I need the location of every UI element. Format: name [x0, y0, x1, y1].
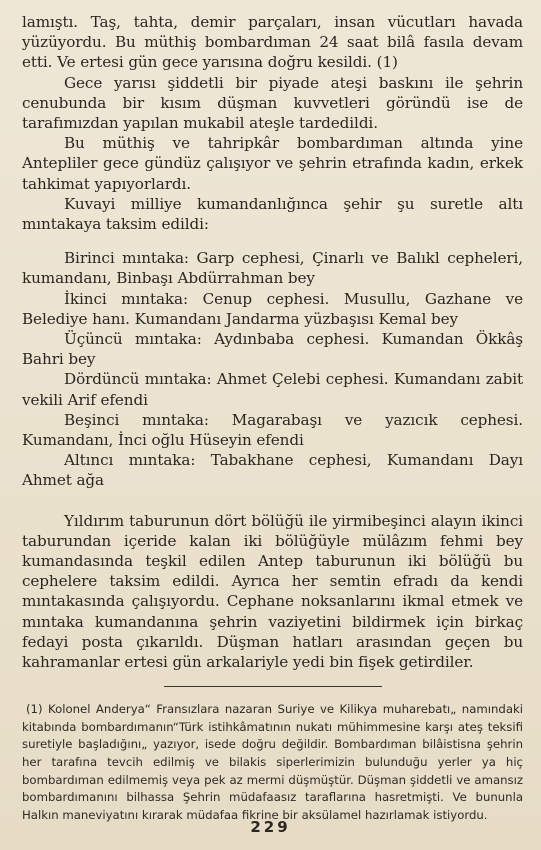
sector-item-5: Beşinci mıntaka: Magarabaşı ve yazıcık cephesi. Kumandanı, İnci oğlu Hüseyin efendi	[22, 410, 523, 450]
sector-list	[22, 248, 523, 490]
paragraph-division: Kuvayi milliye kumandanlığınca şehir şu suretle altı mıntakaya taksim edildi:	[22, 194, 523, 234]
sector-item-1: Birinci mıntaka: Garp cephesi, Çinarlı ve Balıkl cepheleri, kumandanı, Binbaşı Abdürrahman bey	[22, 249, 523, 288]
sector-item-2: İkinci mıntaka: Cenup cephesi. Musullu, Gazhane ve Belediye hanı. Kumandanı Jandarma yüzbaşısı Kemal bey	[22, 289, 523, 328]
footnote-divider	[164, 686, 382, 687]
paragraph-night-raid: Gece yarısı şiddetli bir piyade ateşi baskını ile şehrin cenubunda bir kısım düşman kuvvetleri göründü ise de tarafımızdan yapılan mukabil ateşle tardedildi.	[22, 73, 523, 133]
sector-item-4: Dördüncü mıntaka: Ahmet Çelebi cephesi. Kumandanı zabit vekili Arif efendi	[22, 370, 523, 409]
footnote: (1) Kolonel Anderya“ Fransızlara nazaran Suriye ve Kilikya muharebatı„ namındaki kitabında bombardımanın“Türk istihkâmatının nukatı mühimmesine karşı ateş teksifi suretiyle başladığını„ yazıyor, isede doğru değildir. Bombardıman bilâistisna şehrin her tarafına tevcih edilmiş ve bilakis siperlerimizin bulunduğu yerler ya hiç bombardıman edilmemiş veya pek az mermi düşmüştür. Düşman şiddetli ve amansız bombardımanını bilhassa Şehrin müdafaasız taraflarına hasretmişti. Ve bununla Halkın maneviyatını kırarak müdafaa fikrine bir aksülamel hazırlamak istiyordu.	[22, 702, 523, 822]
page-number: 229	[250, 818, 291, 836]
paragraph-fortification: Bu müthiş ve tahripkâr bombardıman altında yine Antepliler gece gündüz çalışıyor ve şehrin etrafında kadın, erkek tahkimat yapıyorlardı.	[22, 134, 523, 193]
sector-item-3: Üçüncü mıntaka: Aydınbaba cephesi. Kumandan Ökkâş Bahri bey	[22, 330, 523, 369]
paragraph-bombardment: lamıştı. Taş, tahta, demir parçaları, insan vücutları havada yüzüyordu. Bu müthiş bombardıman 24 saat bilâ fasıla devam etti. Ve ertesi gün gece yarısına doğru kesildi. (1)	[22, 13, 523, 72]
paragraph-battalion: Yıldırım taburunun dört bölüğü ile yirmibeşinci alayın ikinci taburundan içeride kalan iki bölüğüyle mülâzım fehmi bey kumandasında teşkil edilen Antep taburunun iki bölüğü bu cephelere taksim edildi. Ayrıca her semtin efradı da kendi mıntakasında çalışıyordu. Cephane noksanlarını ikmal etmek ve mıntaka kumandanına şehrin vaziyetini bildirmek için birkaç fedayi posta çıkarıldı. Düşman hatları arasından geçen bu kahramanlar ertesi gün arkalariyle yedi bin fişek getirdiler.	[22, 511, 523, 672]
sector-item-6: Altıncı mıntaka: Tabakhane cephesi, Kumandanı Dayı Ahmet ağa	[22, 451, 523, 490]
